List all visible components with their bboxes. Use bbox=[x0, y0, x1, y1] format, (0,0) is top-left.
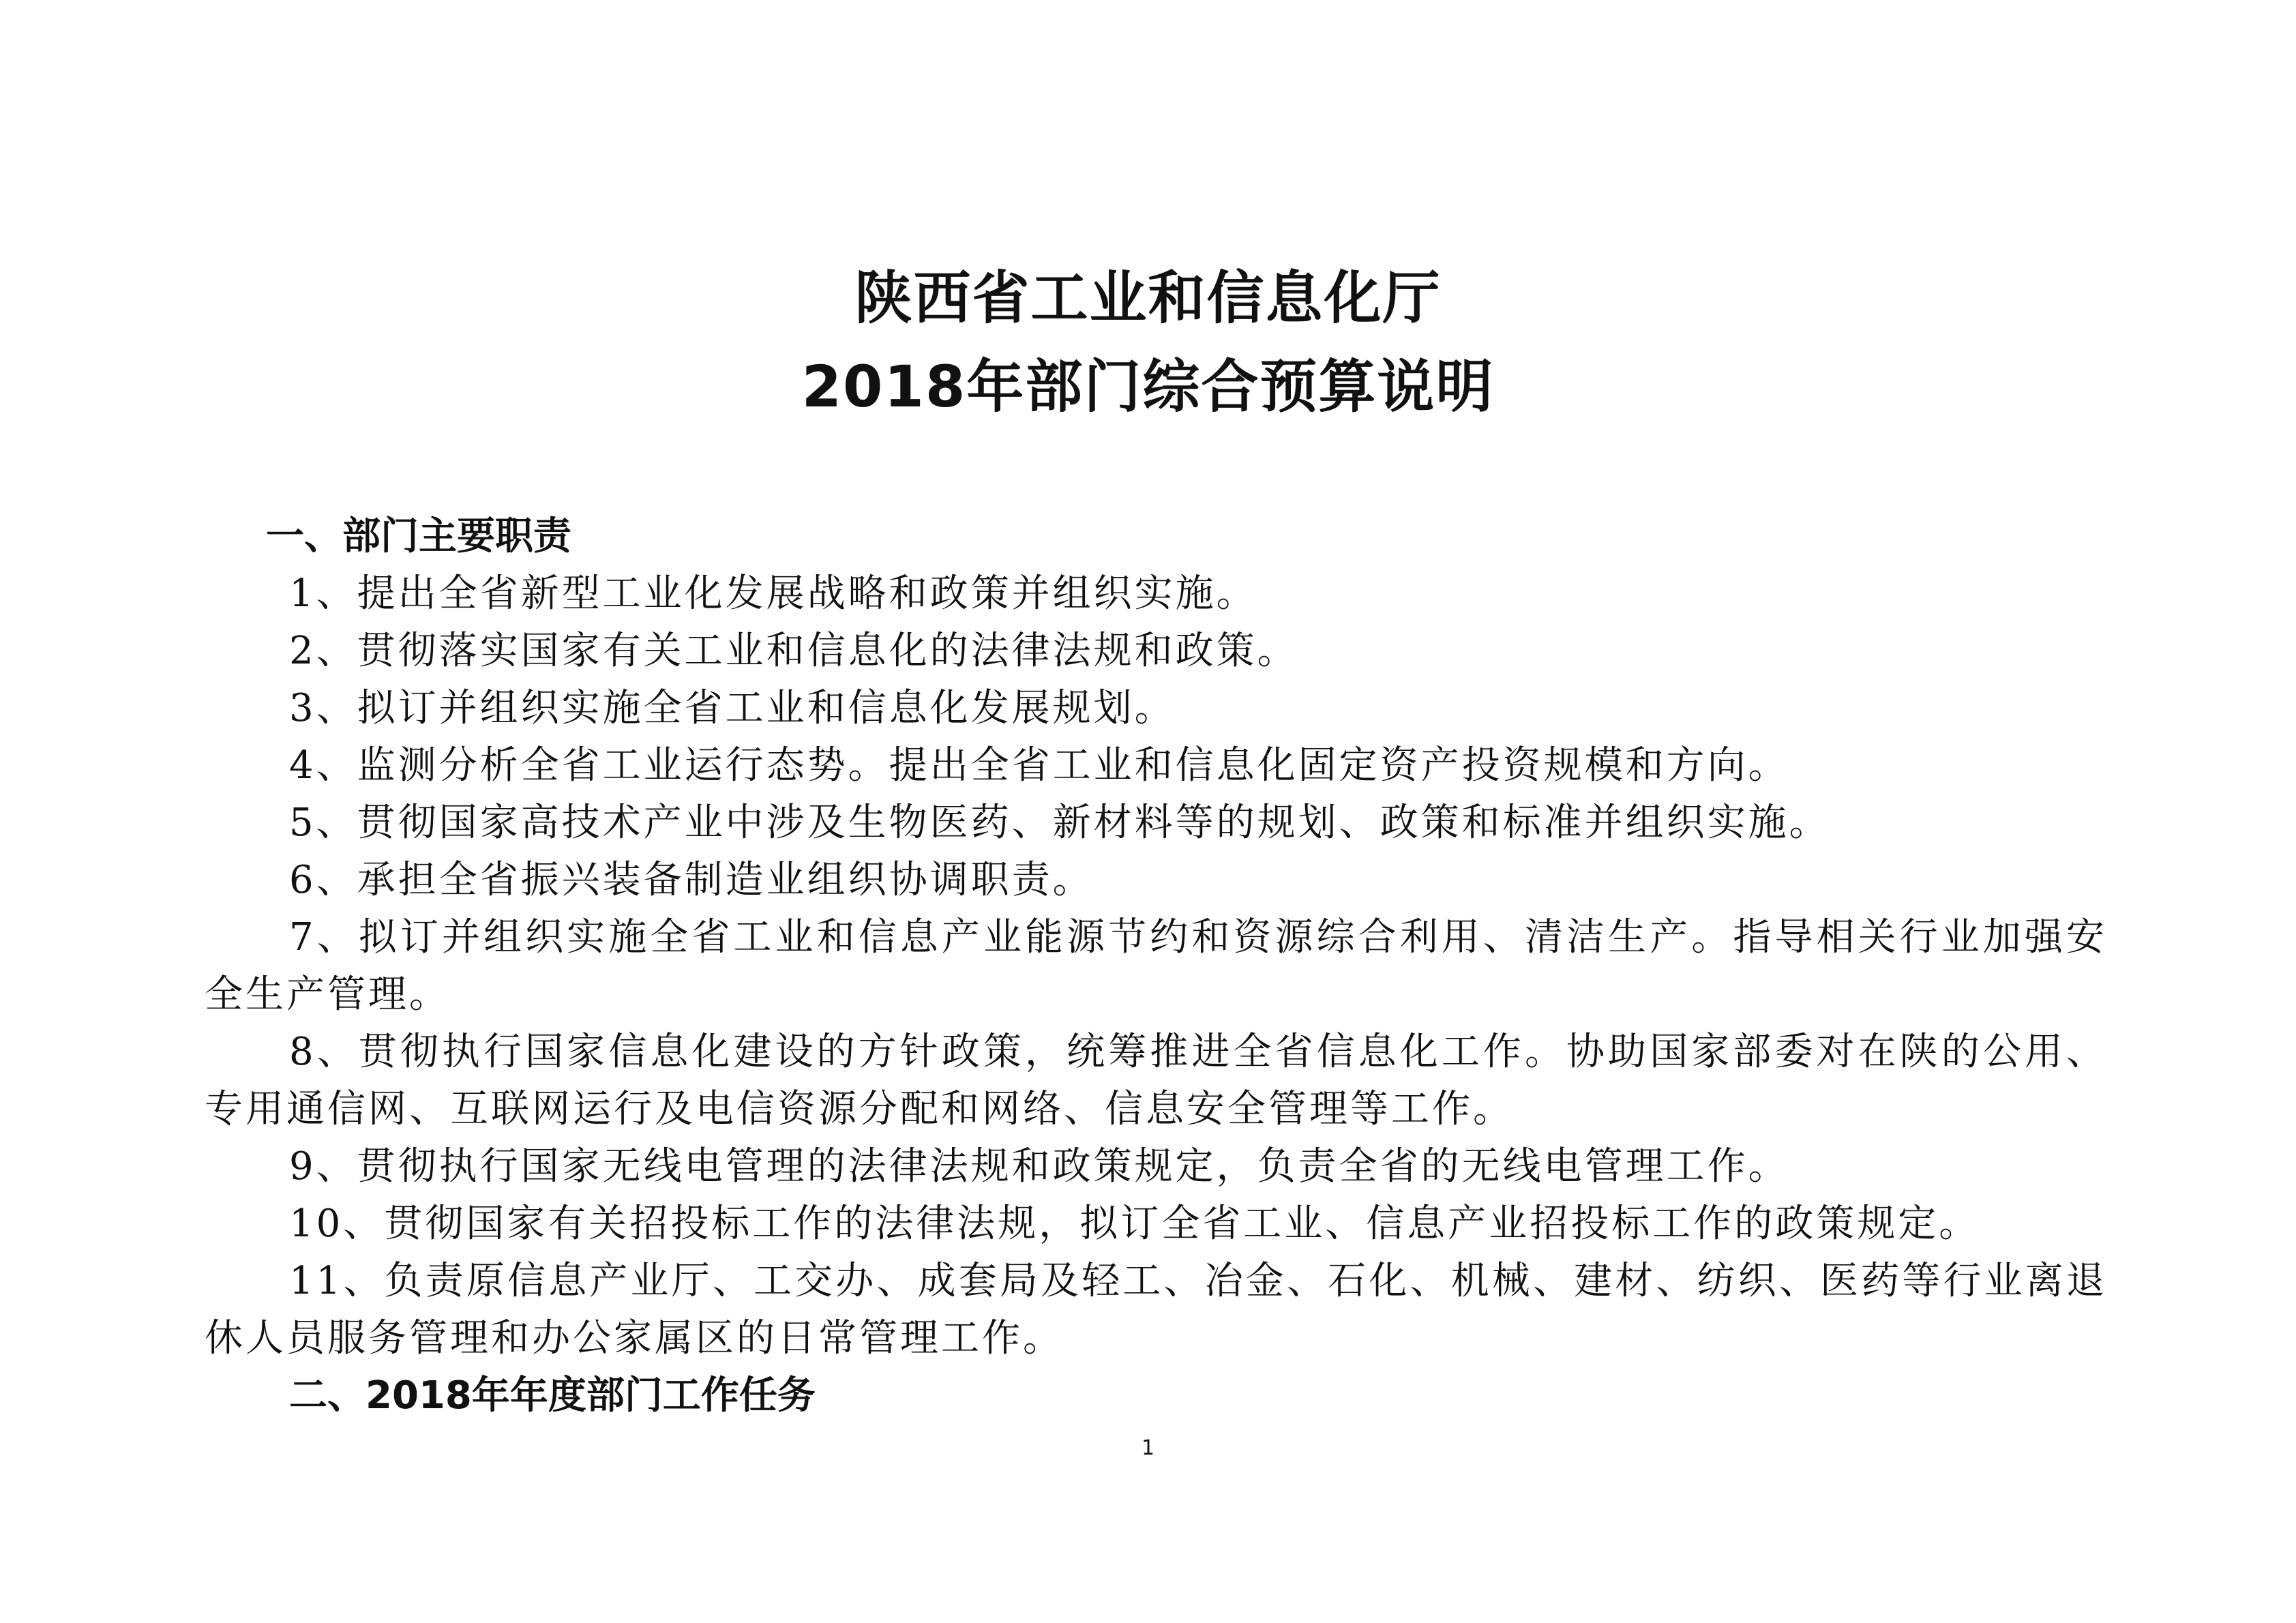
page-number: 1 bbox=[1141, 1436, 1155, 1460]
duty-item: 6、承担全省振兴装备制造业组织协调职责。 bbox=[289, 858, 1094, 902]
duty-item: 9、贯彻执行国家无线电管理的法律法规和政策规定，负责全省的无线电管理工作。 bbox=[289, 1144, 1789, 1189]
title-line-organization: 陕西省工业和信息化厅 bbox=[854, 265, 1442, 331]
document-body bbox=[205, 508, 2107, 1425]
section-heading-duties: 一、部门主要职责 bbox=[266, 514, 571, 559]
duty-item: 7、拟订并组织实施全省工业和信息产业能源节约和资源综合利用、清洁生产。指导相关行业加强安全生产管理。 bbox=[205, 915, 2107, 1017]
title-line-budget: 2018年部门综合预算说明 bbox=[801, 353, 1495, 420]
duty-item: 4、监测分析全省工业运行态势。提出全省工业和信息化固定资产投资规模和方向。 bbox=[289, 743, 1789, 788]
duty-item: 11、负责原信息产业厅、工交办、成套局及轻工、冶金、石化、机械、建材、纺织、医药等行业离退休人员服务管理和办公家属区的日常管理工作。 bbox=[205, 1259, 2107, 1360]
duty-item: 10、贯彻国家有关招投标工作的法律法规，拟订全省工业、信息产业招投标工作的政策规定。 bbox=[289, 1202, 1980, 1246]
section-heading-work-tasks: 二、2018年年度部门工作任务 bbox=[289, 1373, 816, 1418]
duty-item: 1、提出全省新型工业化发展战略和政策并组织实施。 bbox=[289, 571, 1257, 616]
duty-item: 5、贯彻国家高技术产业中涉及生物医药、新材料等的规划、政策和标准并组织实施。 bbox=[289, 801, 1830, 845]
duty-item: 8、贯彻执行国家信息化建设的方针政策，统筹推进全省信息化工作。协助国家部委对在陕的公用、专用通信网、互联网运行及电信资源分配和网络、信息安全管理等工作。 bbox=[205, 1030, 2107, 1131]
document-title bbox=[0, 254, 2296, 431]
duty-item: 3、拟订并组织实施全省工业和信息化发展规划。 bbox=[289, 686, 1176, 730]
duty-item: 2、贯彻落实国家有关工业和信息化的法律法规和政策。 bbox=[289, 629, 1298, 673]
